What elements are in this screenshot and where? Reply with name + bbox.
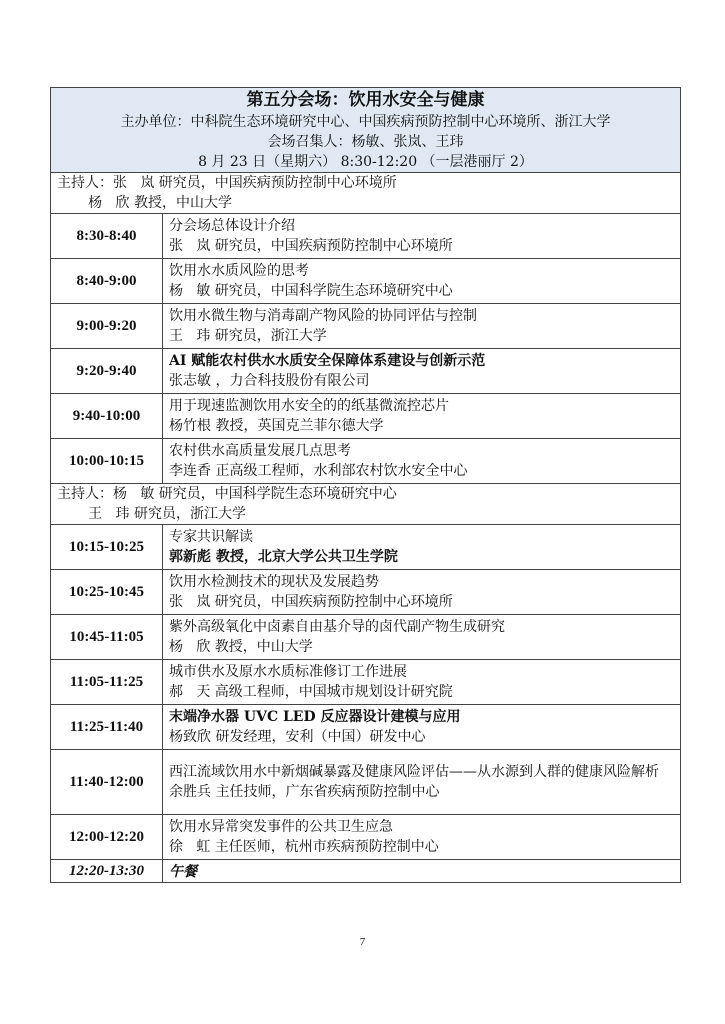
talk-row (51, 750, 681, 815)
talk-row (51, 259, 681, 304)
talk-time: 10:45-11:05 (51, 615, 163, 660)
talk-time: 11:25-11:40 (51, 705, 163, 750)
talk-cell (163, 394, 681, 439)
talk-speaker: 杨竹根 教授，英国克兰菲尔德大学 (169, 418, 384, 434)
talk-time: 12:00-12:20 (51, 815, 163, 860)
lunch-label: 午餐 (163, 860, 681, 883)
talk-speaker: 张志敏 ，力合科技股份有限公司 (169, 373, 370, 389)
talk-title: 饮用水微生物与消毒副产物风险的协同评估与控制 (169, 308, 477, 324)
talk-cell (163, 660, 681, 705)
talk-time: 8:30-8:40 (51, 214, 163, 259)
talk-title: 用于现速监测饮用水安全的的纸基微流控芯片 (169, 398, 449, 414)
talk-title: 饮用水异常突发事件的公共卫生应急 (169, 819, 393, 835)
talk-cell (163, 304, 681, 349)
talk-speaker: 杨致欣 研发经理，安利（中国）研发中心 (169, 729, 426, 745)
talk-speaker: 王 玮 研究员，浙江大学 (169, 328, 327, 344)
talk-row (51, 304, 681, 349)
talk-cell (163, 525, 681, 570)
talk-time: 9:40-10:00 (51, 394, 163, 439)
talk-speaker: 张 岚 研究员，中国疾病预防控制中心环境所 (169, 594, 453, 610)
page-number: 7 (359, 936, 366, 948)
talk-time: 10:00-10:15 (51, 439, 163, 484)
talk-cell (163, 439, 681, 484)
talk-speaker: 李连香 正高级工程师，水利部农村饮水安全中心 (169, 463, 468, 479)
talk-time: 9:20-9:40 (51, 349, 163, 394)
session-date-venue: 8 月 23 日（星期六） 8:30-12:20 （一层港丽厅 2） (198, 154, 533, 170)
chair-line: 主持人：张 岚 研究员，中国疾病预防控制中心环境所 (57, 175, 397, 191)
talk-cell (163, 259, 681, 304)
session-schedule-table (50, 87, 681, 883)
talk-time: 10:15-10:25 (51, 525, 163, 570)
talk-title: 专家共识解读 (169, 529, 253, 545)
chair-line: 杨 欣 教授，中山大学 (57, 195, 232, 211)
session-conveners: 会场召集人：杨敏、张岚、王玮 (267, 134, 464, 150)
chairs-block (51, 173, 681, 214)
talk-speaker: 郝 天 高级工程师，中国城市规划设计研究院 (169, 684, 453, 700)
talk-title: 饮用水水质风险的思考 (169, 263, 309, 279)
session-organizers: 主办单位：中科院生态环境研究中心、中国疾病预防控制中心环境所、浙江大学 (120, 114, 611, 130)
chairs-block (51, 484, 681, 525)
talk-row (51, 615, 681, 660)
talk-title: AI 赋能农村供水水质安全保障体系建设与创新示范 (169, 353, 486, 369)
talk-title: 紫外高级氧化中卤素自由基介导的卤代副产物生成研究 (169, 619, 505, 635)
talk-time: 10:25-10:45 (51, 570, 163, 615)
talk-row (51, 439, 681, 484)
talk-speaker: 杨 敏 研究员，中国科学院生态环境研究中心 (169, 283, 453, 299)
session-header (51, 88, 681, 173)
talk-title: 分会场总体设计介绍 (169, 218, 295, 234)
talk-title: 西江流域饮用水中新烟碱暴露及健康风险评估——从水源到人群的健康风险解析 (169, 764, 659, 780)
talk-cell (163, 615, 681, 660)
lunch-row (51, 860, 681, 883)
talk-row (51, 815, 681, 860)
talk-speaker: 张 岚 研究员，中国疾病预防控制中心环境所 (169, 238, 453, 254)
talk-cell (163, 214, 681, 259)
talk-title: 末端净水器 UVC LED 反应器设计建模与应用 (169, 709, 461, 725)
chairs-row (51, 484, 681, 525)
talk-title: 饮用水检测技术的现状及发展趋势 (169, 574, 379, 590)
lunch-time: 12:20-13:30 (51, 860, 163, 883)
talk-row (51, 214, 681, 259)
talk-row (51, 525, 681, 570)
talk-row (51, 705, 681, 750)
talk-row (51, 349, 681, 394)
talk-title: 农村供水高质量发展几点思考 (169, 443, 351, 459)
session-title: 第五分会场：饮用水安全与健康 (246, 90, 485, 110)
talk-cell (163, 750, 681, 815)
talk-speaker: 余胜兵 主任技师，广东省疾病预防控制中心 (169, 784, 440, 800)
talk-cell (163, 570, 681, 615)
talk-time: 11:40-12:00 (51, 750, 163, 815)
talk-speaker: 杨 欣 教授，中山大学 (169, 639, 313, 655)
talk-cell (163, 705, 681, 750)
talk-title: 城市供水及原水水质标准修订工作进展 (169, 664, 407, 680)
chair-line: 主持人：杨 敏 研究员，中国科学院生态环境研究中心 (57, 486, 397, 502)
talk-time: 11:05-11:25 (51, 660, 163, 705)
session-header-row (51, 88, 681, 173)
talk-time: 9:00-9:20 (51, 304, 163, 349)
talk-row (51, 570, 681, 615)
talk-row (51, 394, 681, 439)
chair-line: 王 玮 研究员，浙江大学 (57, 506, 246, 522)
talk-row (51, 660, 681, 705)
talk-cell (163, 815, 681, 860)
chairs-row (51, 173, 681, 214)
talk-cell (163, 349, 681, 394)
talk-speaker: 郭新彪 教授，北京大学公共卫生学院 (169, 549, 398, 565)
talk-time: 8:40-9:00 (51, 259, 163, 304)
talk-speaker: 徐 虹 主任医师，杭州市疾病预防控制中心 (169, 839, 439, 855)
